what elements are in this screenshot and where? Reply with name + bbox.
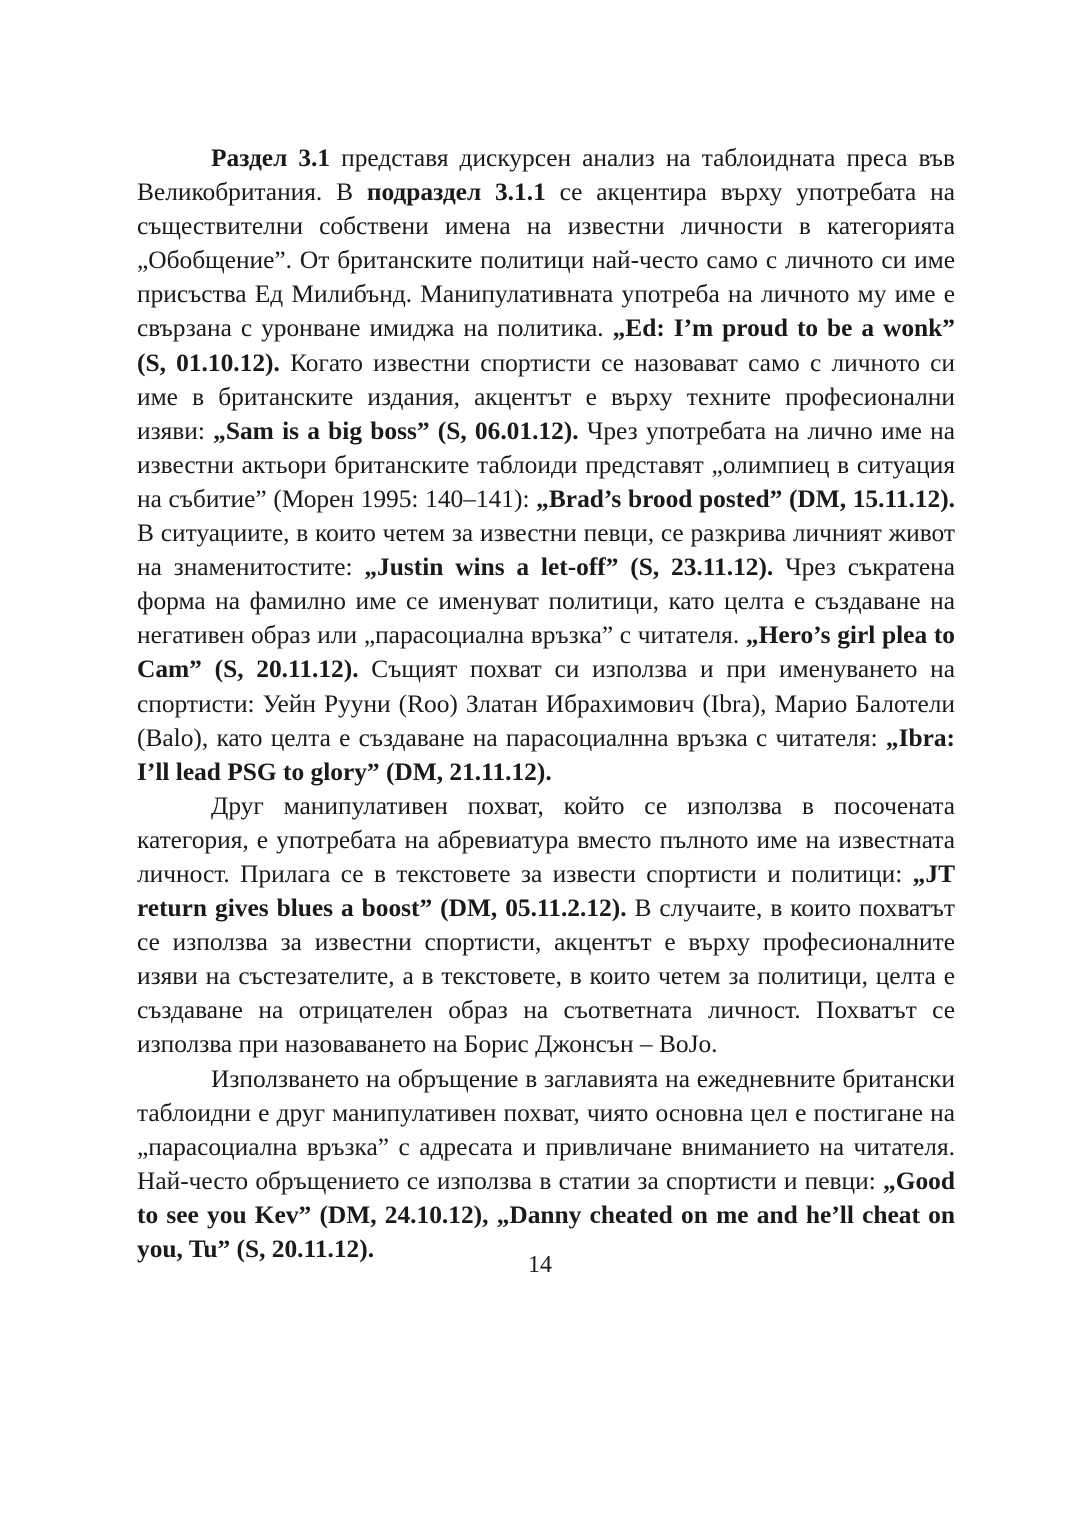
- paragraph: [137, 141, 955, 789]
- page-number: 14: [528, 1252, 552, 1278]
- text-run: Друг манипулативен похват, който се използва в посочената категория, е употребата на абревиатура вместо пълното име на известната личност. Прилага се в текстовете за извести спортисти и политици:: [137, 791, 955, 888]
- bold-citation: „Good to see you Kev” (DM, 24.10.12), „Danny cheated on me and he’ll cheat on you, Tu” (S, 20.11.12).: [137, 1166, 955, 1263]
- text-run: Когато известни спортисти се назовават само с личното си име в британските издания, акцентът е върху техните професионални изяви:: [137, 348, 956, 445]
- bold-citation: „Justin wins a let-off” (S, 23.11.12).: [364, 553, 774, 582]
- bold-citation: „Hero’s girl plea to Cam” (S, 20.11.12).: [137, 621, 955, 684]
- text-run: В случаите, в които похватът се използва за известни спортисти, акцентът е върху професионалните изяви на състезателите, а в текстовете, в които четем за политици, целта е създаване на отрицателен образ на съответната личност. Похватът се използва при назоваването на Борис Джонсън – BoJo.: [137, 894, 955, 1059]
- text-run: В ситуациите, в които четем за известни певци, се разкрива личният живот на знаменитостите:: [137, 519, 955, 582]
- document-body: [137, 141, 955, 1266]
- bold-citation: „Ibra: I’ll lead PSG to glory” (DM, 21.11.12).: [137, 723, 955, 786]
- bold-citation: „JT return gives blues a boost” (DM, 05.11.2.12).: [137, 859, 955, 923]
- text-run: се акцентира върху употребата на съществителни собствени имена на известни личности в категорията „Обобщение”. От британските политици най-често само с личното си име присъства Ед Милибънд. Манипулативната употреба на личното му име е свързана с уронване имиджа на политика.: [137, 178, 955, 343]
- paragraph: [137, 1062, 955, 1267]
- bold-citation: подраздел 3.1.1: [366, 178, 546, 207]
- text-run: Използването на обръщение в заглавията на ежедневните британски таблоидни е друг манипулативен похват, чиято основна цел е постигане на „парасоциална връзка” с адресата и привличане вниманието на читателя. Най-често обръщението се използва в статии за спортисти и певци:: [137, 1064, 955, 1195]
- text-run: Чрез съкратена форма на фамилно име се именуват политици, като целта е създаване на негативен образ или „парасоциална връзка” с читателя.: [137, 553, 955, 650]
- bold-citation: „Ed: I’m proud to be a wonk” (S, 01.10.12).: [137, 314, 955, 377]
- paragraph: [137, 789, 955, 1062]
- bold-citation: „Brad’s brood posted” (DM, 15.11.12).: [536, 484, 955, 513]
- bold-citation: „Sam is a big boss” (S, 06.01.12).: [213, 416, 579, 445]
- text-run: Чрез употребата на лично име на известни актьори британските таблоиди представят „олимпиец в ситуация на събитие” (Морен 1995: 140–141):: [137, 416, 955, 513]
- text-run: представя дискурсен анализ на таблоидната преса във Великобритания. В: [137, 144, 955, 207]
- text-run: Същият похват си използва и при именуването на спортисти: Уейн Рууни (Roo) Златан Ибрахимович (Ibra), Марио Балотели (Balo), като целта е създаване на парасоциалнна връзка с читателя:: [137, 655, 956, 752]
- bold-citation: Раздел 3.1: [211, 144, 331, 172]
